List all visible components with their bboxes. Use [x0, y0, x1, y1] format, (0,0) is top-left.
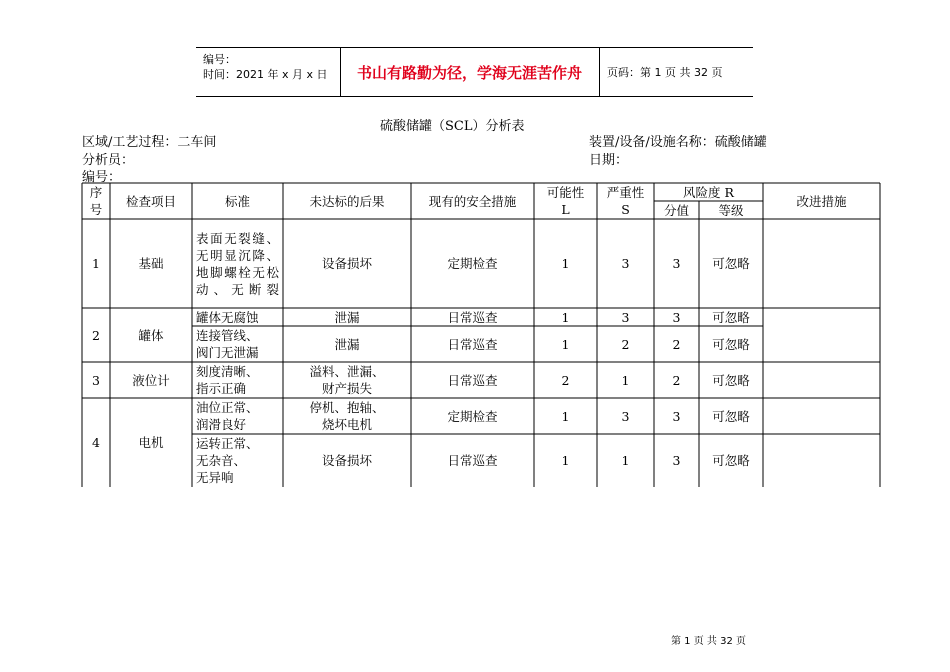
number-field: 编号： — [82, 170, 122, 185]
table-row-score: 3 — [672, 453, 681, 468]
table-row-consequence: 设备损坏 — [321, 453, 372, 468]
table-row-severity: 3 — [621, 408, 630, 424]
header-page: 页码：第 1 页 共 32 页 — [607, 66, 723, 79]
table-row-likelihood: 1 — [561, 256, 570, 271]
table-row-level: 可忽略 — [712, 256, 750, 271]
table-row-score: 2 — [672, 336, 681, 352]
col-measures-header: 现有的安全措施 — [428, 193, 517, 209]
col-improve-header: 改进措施 — [796, 193, 847, 209]
date-field: 日期： — [589, 153, 629, 168]
header-time: 时间：2021 年 x 月 x 日 — [203, 68, 328, 81]
col-standard-header: 标准 — [224, 193, 250, 209]
table-row-item: 电机 — [138, 435, 164, 450]
table-row-consequence: 泄漏 — [334, 309, 360, 325]
table-row-standard: 刻度清晰、 指示正确 — [196, 364, 259, 396]
table-row-standard: 连接管线、 阀门无泄漏 — [196, 328, 259, 360]
table-row-standard: 运转正常、 无杂音、 无异响 — [196, 436, 259, 485]
table-row-standard: 表面无裂缝、无明显沉降、地脚螺栓无松动、无断裂 — [196, 230, 279, 297]
table-row-severity: 1 — [621, 453, 630, 468]
table-row-measures: 日常巡查 — [447, 372, 498, 388]
table-row-seq: 4 — [92, 435, 100, 450]
table-row-score: 2 — [672, 372, 681, 388]
table-row-seq: 3 — [92, 372, 100, 388]
table-row-score: 3 — [672, 309, 681, 325]
analyst-field: 分析员： — [82, 153, 135, 168]
table-row-likelihood: 2 — [561, 372, 570, 388]
table-row-likelihood: 1 — [561, 336, 570, 352]
table-row-severity: 3 — [621, 309, 630, 325]
table-row-likelihood: 1 — [561, 453, 570, 468]
table-row-level: 可忽略 — [712, 309, 750, 325]
table-row-seq: 1 — [92, 256, 100, 271]
table-row-likelihood: 1 — [561, 309, 570, 325]
table-row-measures: 定期检查 — [447, 256, 498, 271]
table-row-consequence: 设备损坏 — [321, 256, 372, 271]
header-slogan: 书山有路勤为径，学海无涯苦作舟 — [340, 48, 600, 96]
col-item-header: 检查项目 — [125, 193, 176, 209]
table-row-item: 基础 — [138, 256, 164, 271]
table-row-measures: 定期检查 — [447, 408, 498, 424]
col-consequence-header: 未达标的后果 — [309, 193, 385, 209]
table-row-score: 3 — [672, 408, 681, 424]
table-row-consequence: 溢料、泄漏、 财产损失 — [309, 364, 385, 396]
table-row-item: 罐体 — [138, 327, 164, 343]
col-score-header: 分值 — [663, 202, 689, 218]
table-row-item: 液位计 — [132, 372, 170, 388]
table-row-likelihood: 1 — [561, 408, 570, 424]
document-title: 硫酸储罐（SCL）分析表 — [380, 119, 525, 134]
device-field: 装置/设备/设施名称：硫酸储罐 — [589, 135, 767, 150]
table-row-seq: 2 — [92, 327, 100, 343]
table-row-standard: 油位正常、 润滑良好 — [196, 400, 259, 432]
table-row-consequence: 停机、抱轴、 烧坏电机 — [309, 400, 385, 432]
page-header — [196, 47, 753, 97]
page-footer: 第 1 页 共 32 页 — [671, 636, 746, 647]
col-severity-header: 严重性 S — [606, 185, 645, 217]
table-row-level: 可忽略 — [712, 372, 750, 388]
col-risk-header: 风险度 R — [683, 184, 734, 200]
area-field: 区域/工艺过程：二车间 — [82, 135, 217, 150]
table-row-level: 可忽略 — [712, 336, 750, 352]
header-meta — [196, 48, 341, 96]
table-row-level: 可忽略 — [712, 453, 750, 468]
col-seq-header: 序 号 — [89, 185, 103, 217]
table-row-severity: 1 — [621, 372, 630, 388]
table-row-consequence: 泄漏 — [334, 336, 360, 352]
table-row-severity: 2 — [621, 336, 630, 352]
col-level-header: 等级 — [718, 202, 744, 218]
table-row-standard: 罐体无腐蚀 — [196, 309, 259, 325]
table-row-measures: 日常巡查 — [447, 336, 498, 352]
table-row-severity: 3 — [621, 256, 630, 271]
header-code: 编号： — [203, 53, 236, 66]
table-row-score: 3 — [672, 256, 681, 271]
table-row-measures: 日常巡查 — [447, 309, 498, 325]
table-row-measures: 日常巡查 — [447, 453, 498, 468]
table-row-level: 可忽略 — [712, 408, 750, 424]
col-likelihood-header: 可能性 L — [546, 185, 585, 217]
